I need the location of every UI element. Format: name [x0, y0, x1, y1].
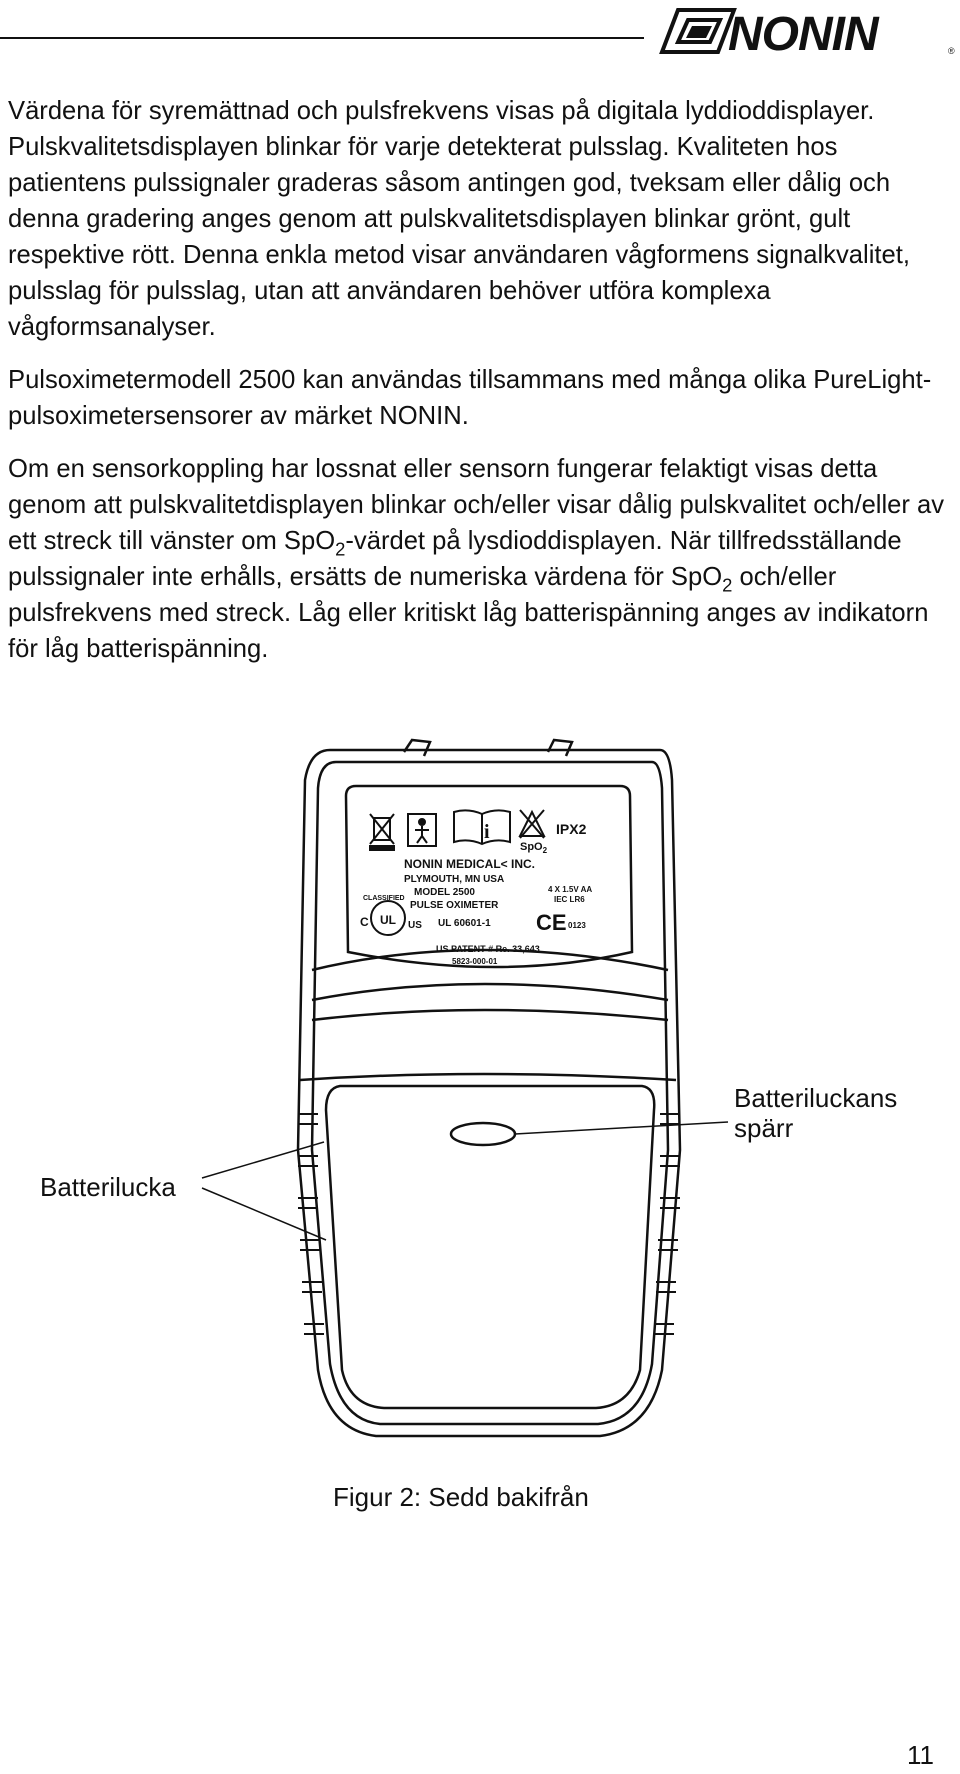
label-patent: US PATENT # Re. 33,643 — [436, 944, 540, 954]
manual-book-icon — [454, 810, 510, 844]
label-battery-spec: 4 X 1.5V AA — [548, 885, 593, 894]
ul-classified-text: CLASSIFIED — [363, 895, 405, 902]
paragraph-sensor-fault: Om en sensorkoppling har lossnat eller sensorn fungerar felaktigt visas detta genom att pulskvalitetdisplayen blinkar och/eller visar dålig pulskvalitet och/eller av ett streck till vänster om SpO$_2$-värdet på lysdioddisplayen. När tillfredsställande pulssignaler inte erhålls, ersätts de numeriska värdena för SpO$_2$ och/eller pulsfrekvens med streck. Låg eller kritiskt låg batterispänning anges av indikatorn för låg batterispänning. — [8, 455, 945, 663]
callout-battery-latch: Batteriluckans spärr — [734, 1083, 898, 1143]
ul-us-text: US — [408, 920, 422, 931]
label-company: NONIN MEDICAL< INC. — [404, 857, 536, 871]
ul-c-text: C — [360, 915, 369, 929]
spo2-symbol-label: SpO$_2$ — [520, 841, 548, 855]
figure-caption: Figur 2: Sedd bakifrån — [333, 1482, 589, 1512]
ul-mark-text: UL — [380, 913, 396, 927]
paragraph-display-description: Värdena för syremättnad och pulsfrekvens visas på digitala lyddioddisplayer. Pulskvalitetsdisplayen blinkar för varje detekterat pulsslag. Kvaliteten hos patientens pulssignaler graderas såsom antingen god, tveksam eller dålig och denna gradering anges genom att pulskvalitetsdisplayen blinkar grönt, gult respektive rött. Denna enkla metod visar användaren vågformens signalkvalitet, pulsslag för pulsslag, utan att användaren behöver utföra komplexa vågformsanalyser. — [8, 97, 910, 341]
label-city: PLYMOUTH, MN USA — [404, 874, 505, 885]
callout-battery-door: Batterilucka — [40, 1172, 176, 1202]
page-number: 11 — [907, 1740, 934, 1770]
label-part-number: 5823-000-01 — [452, 957, 498, 966]
svg-text:®: ® — [948, 46, 955, 56]
paragraph-sensor-compatibility: Pulsoximetermodell 2500 kan användas tillsammans med många olika PureLight-pulsoximetersensorer av märket NONIN. — [8, 366, 932, 430]
door-leader-line-lower — [202, 1188, 326, 1240]
grip-slots — [298, 1114, 680, 1334]
label-battery-type: IEC LR6 — [554, 895, 585, 904]
label-ul-standard: UL 60601-1 — [438, 918, 491, 929]
bf-person-icon — [408, 814, 436, 846]
ce-mark: CE — [536, 910, 567, 935]
label-product: PULSE OXIMETER — [410, 900, 499, 911]
brand-wordmark: NONIN — [728, 8, 878, 60]
ipx-rating: IPX2 — [556, 821, 587, 837]
nonin-logo — [656, 2, 956, 60]
latch-leader-line — [515, 1122, 728, 1134]
label-model: MODEL 2500 — [414, 887, 475, 898]
header-rule — [0, 37, 644, 39]
door-leader-line-upper — [202, 1142, 324, 1178]
info-icon: i — [484, 821, 490, 843]
ce-notified-body: 0123 — [568, 921, 586, 930]
